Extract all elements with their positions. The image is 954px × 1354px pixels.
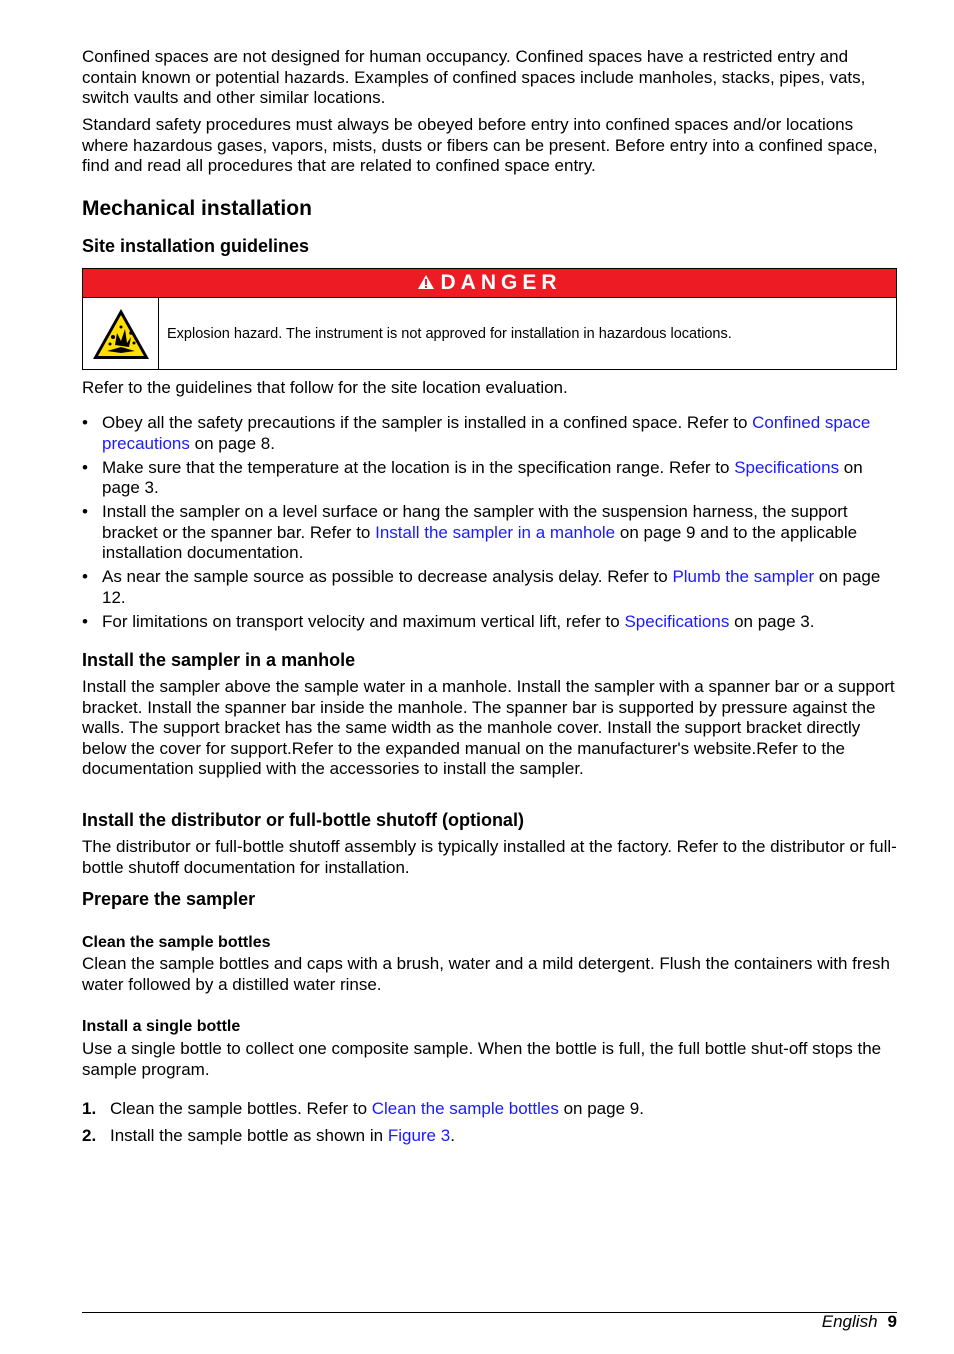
danger-text: Explosion hazard. The instrument is not approved for installation in hazardous locations. <box>167 325 732 342</box>
steps-list <box>82 1099 644 1153</box>
manhole-heading: Install the sampler in a manhole <box>82 650 356 670</box>
single-bottle-body: Use a single bottle to collect one composite sample. When the bottle is full, the full bottle shut-off stops the sample program. <box>82 1039 882 1079</box>
link-clean-bottles[interactable]: Clean the sample bottles <box>371 1099 559 1118</box>
danger-box <box>82 268 897 370</box>
link-figure-3[interactable]: Figure 3 <box>387 1126 451 1145</box>
manhole-body: Install the sampler above the sample water in a manhole. Install the sampler with a spanner bar or a support bracket. Install the spanner bar inside the manhole. The spanner bar is supported by pressure against the walls. The support bracket has the same width as the manhole cover. Install the support bracket directly below the cover for support.Refer to the expanded manual on the manufacturer's website.Refer to the documentation supplied with the accessories to install the sampler. <box>82 677 895 778</box>
section-heading: Mechanical installation <box>82 197 312 220</box>
clean-heading: Clean the sample bottles <box>82 934 271 951</box>
link-confined-space[interactable]: Confined space precautions <box>102 413 871 453</box>
explosion-hazard-icon <box>83 298 159 369</box>
footer-rule <box>82 1312 897 1313</box>
distributor-heading: Install the distributor or full-bottle shutoff (optional) <box>82 810 524 830</box>
list-item: • Obey all the safety precautions if the sampler is installed in a confined space. Refer to Confined space precautions on page 8. <box>82 413 897 454</box>
list-item: • Make sure that the temperature at the location is in the specification range. Refer to Specifications on page 3. <box>82 458 897 499</box>
intro-paragraph-2: Standard safety procedures must always be obeyed before entry into confined spaces and/or locations where hazardous gases, vapors, mists, dusts or fibers can be present. Before entry into a confined space, find and read all procedures that are related to confined space entry. <box>82 115 878 175</box>
warning-triangle-icon <box>417 273 440 293</box>
guidelines-list <box>82 413 897 636</box>
page-number: 9 <box>887 1312 897 1331</box>
list-item: • For limitations on transport velocity and maximum vertical lift, refer to Specifications on page 3. <box>82 612 897 633</box>
list-item: • Install the sampler on a level surface or hang the sampler with the suspension harness, the support bracket or the spanner bar. Refer to Install the sampler in a manhole on page 9 and to the applicable installation documentation. <box>82 502 897 564</box>
step-item: 1. Clean the sample bottles. Refer to Clean the sample bottles on page 9. <box>82 1099 644 1118</box>
link-specifications[interactable]: Specifications <box>734 457 840 477</box>
step-item: 2. Install the sample bottle as shown in Figure 3. <box>82 1126 455 1145</box>
intro-paragraph-1: Confined spaces are not designed for human occupancy. Confined spaces have a restricted entry and contain known or potential hazards. Examples of confined spaces include manholes, stacks, pipes, vats, switch vaults and other similar locations. <box>82 47 866 107</box>
footer-language: English <box>821 1312 878 1331</box>
single-bottle-heading: Install a single bottle <box>82 1018 241 1035</box>
list-item: • As near the sample source as possible to decrease analysis delay. Refer to Plumb the sampler on page 12. <box>82 567 897 608</box>
link-install-manhole[interactable]: Install the sampler in a manhole <box>375 522 616 542</box>
danger-header <box>83 269 896 298</box>
clean-body: Clean the sample bottles and caps with a brush, water and a mild detergent. Flush the containers with fresh water followed by a distilled water rinse. <box>82 954 890 994</box>
site-guidelines-heading: Site installation guidelines <box>82 236 310 256</box>
distributor-body: The distributor or full-bottle shutoff assembly is typically installed at the factory. Refer to the distributor or full-bottle shutoff documentation for installation. <box>82 837 897 877</box>
link-plumb-sampler[interactable]: Plumb the sampler <box>672 567 815 586</box>
page-footer <box>822 1312 897 1332</box>
danger-label: DANGER <box>440 271 562 294</box>
prepare-heading: Prepare the sampler <box>82 889 256 909</box>
refer-text: Refer to the guidelines that follow for the site location evaluation. <box>82 378 568 397</box>
link-specifications[interactable]: Specifications <box>624 611 730 631</box>
